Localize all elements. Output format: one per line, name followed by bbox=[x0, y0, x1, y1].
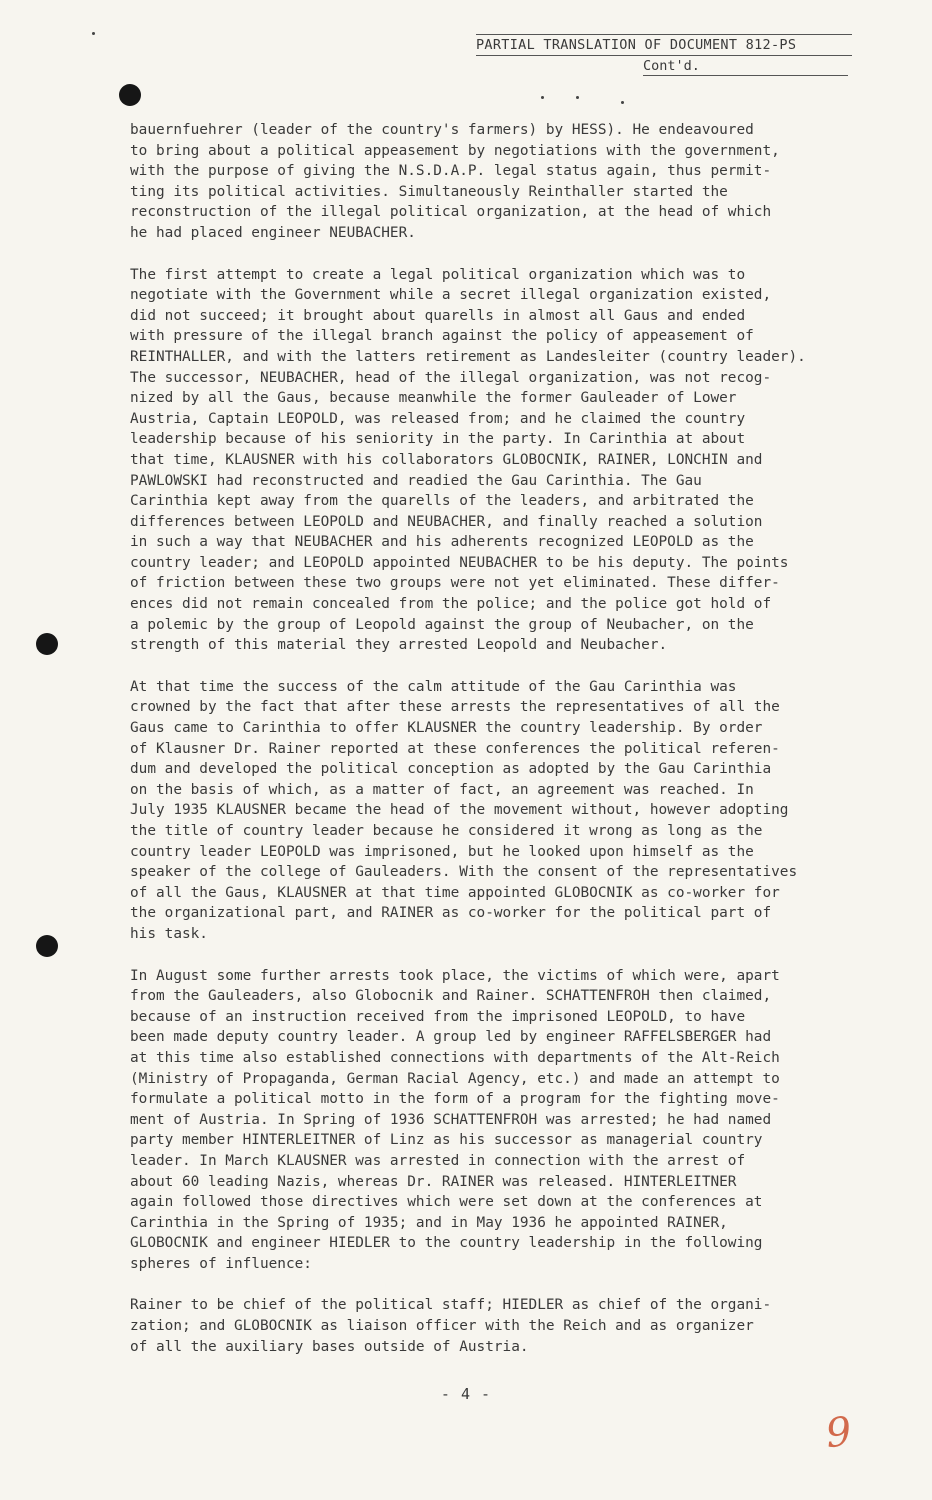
paragraph-4: In August some further arrests took place, the victims of which were, apart from the Gauleaders, also Globocnik and Rainer. SCHATTENFROH then claimed, because of an instruction received from the imprisoned LEOPOLD, to have been made deputy country leader. A group led by engineer RAFFELSBERGER had at this time also established connections with departments of the Alt-Reich (Ministry of Propaganda, German Racial Agency, etc.) and made an attempt to formulate a political motto in the form of a program for the fighting move- ment of Austria. In Spring of 1936 SCHATTENFROH was arrested; he had named party member HINTERLEITNER of Linz as his successor as managerial country leader. In March KLAUSNER was arrested in connection with the arrest of about 60 leading Nazis, whereas Dr. RAINER was released. HINTERLEITNER again followed those directives which were set down at the conferences at Carinthia in the Spring of 1935; and in May 1936 he appointed RAINER, GLOBOCNIK and engineer HIEDLER to the country leadership in the following spheres of influence: bbox=[130, 967, 780, 1272]
handwritten-page-number: 9 bbox=[823, 1408, 854, 1458]
punch-hole-top bbox=[119, 84, 141, 106]
paper-speck bbox=[576, 96, 579, 99]
header-rule bbox=[643, 75, 848, 76]
paper-speck bbox=[541, 96, 544, 99]
header-subtitle: Cont'd. bbox=[643, 58, 700, 74]
paper-speck bbox=[621, 101, 624, 104]
document-body bbox=[130, 120, 888, 1378]
paragraph-5: Rainer to be chief of the political staff; HIEDLER as chief of the organi- zation; and GLOBOCNIK as liaison officer with the Reich and as organizer of all the auxiliary bases outside of Austria. bbox=[130, 1297, 772, 1355]
paragraph-3: At that time the success of the calm attitude of the Gau Carinthia was crowned by the fact that after these arrests the representatives of all the Gaus came to Carinthia to offer KLAUSNER the country leadership. By order of Klausner Dr. Rainer reported at these conferences the political referen- dum and developed the political conception as adopted by the Gau Carinthia on the basis of which, as a matter of fact, an agreement was reached. In July 1935 KLAUSNER became the head of the movement without, however adopting the title of country leader because he considered it wrong as long as the country leader LEOPOLD was imprisoned, but he looked upon himself as the speaker of the college of Gauleaders. With the consent of the representatives of all the Gaus, KLAUSNER at that time appointed GLOBOCNIK as co-worker for the organizational part, and RAINER as co-worker for the political part of his task. bbox=[130, 678, 798, 942]
punch-hole-bottom bbox=[36, 935, 58, 957]
paragraph-1: bauernfuehrer (leader of the country's farmers) by HESS). He endeavoured to bring about a political appeasement by negotiations with the government, with the purpose of giving the N.S.D.A.P. legal status again, thus permit- ting its political activities. Simultaneously Reinthaller started the reconstruction of the illegal political organization, at the head of which he had placed engineer NEUBACHER. bbox=[130, 122, 780, 241]
document-header bbox=[476, 34, 852, 76]
punch-hole-middle bbox=[36, 633, 58, 655]
header-rule bbox=[476, 34, 852, 35]
header-title: PARTIAL TRANSLATION OF DOCUMENT 812-PS bbox=[476, 37, 797, 53]
header-rule bbox=[476, 55, 852, 56]
page-number: - 4 - bbox=[440, 1385, 492, 1403]
paragraph-2: The first attempt to create a legal political organization which was to negotiate with the Government while a secret illegal organization existed, did not succeed; it brought about quarells in almost all Gaus and ended with pressure of the illegal branch against the policy of appeasement of REINTHALLER, and with the latters retirement as Landesleiter (country leader). The successor, NEUBACHER, head of the illegal organization, was not recog- nized by all the Gaus, because meanwhile the former Gauleader of Lower Austria, Captain LEOPOLD, was released from; and he claimed the country leadership because of his seniority in the party. In Carinthia at about that time, KLAUSNER with his collaborators GLOBOCNIK, RAINER, LONCHIN and PAWLOWSKI had reconstructed and readied the Gau Carinthia. The Gau Carinthia kept away from the quarells of the leaders, and arbitrated the differences between LEOPOLD and NEUBACHER, and finally reached a solution in such a way that NEUBACHER and his adherents recognized LEOPOLD as the country leader; and LEOPOLD appointed NEUBACHER to be his deputy. The points of friction between these two groups were not yet eliminated. These differ- ences did not remain concealed from the police; and the police got hold of a polemic by the group of Leopold against the group of Neubacher, on the strength of this material they arrested Leopold and Neubacher. bbox=[130, 266, 806, 654]
paper-speck bbox=[92, 32, 95, 35]
